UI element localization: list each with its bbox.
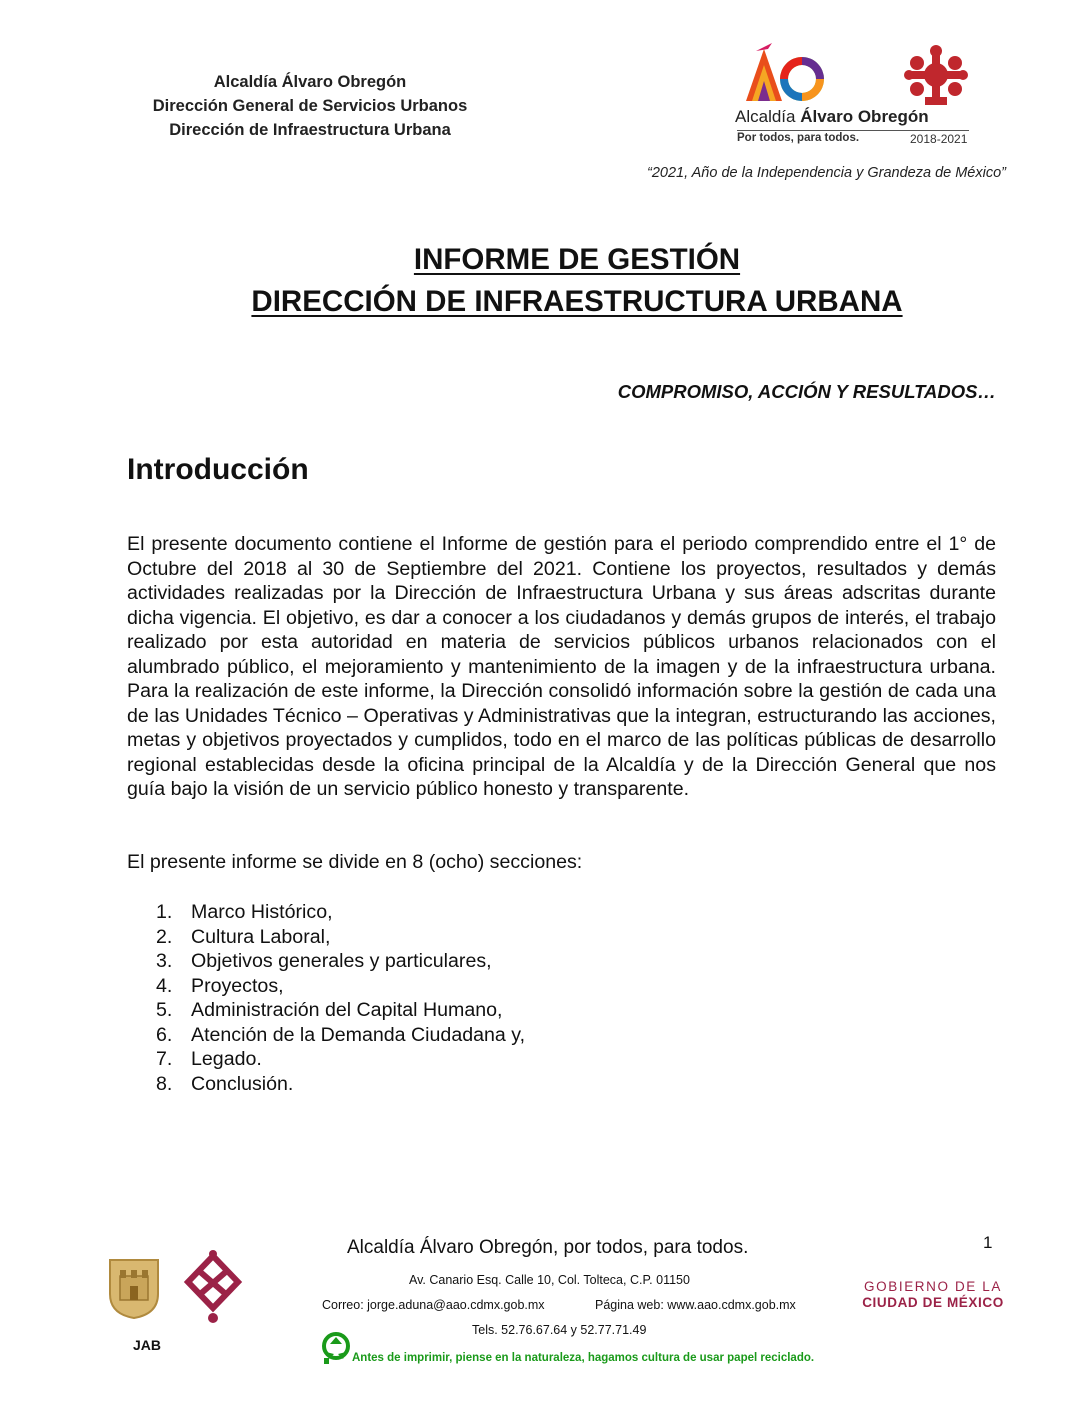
header-line-2: Dirección General de Servicios Urbanos	[152, 97, 468, 115]
year-motto: “2021, Año de la Independencia y Grandeza de México”	[647, 165, 1006, 181]
list-item-text: Atención de la Demanda Ciudadana y,	[191, 1023, 526, 1046]
alcaldia-logo	[733, 43, 973, 153]
list-item-number: 6.	[156, 1023, 173, 1046]
header-institution	[100, 70, 520, 142]
list-item-text: Marco Histórico,	[191, 901, 333, 923]
section-heading: Introducción	[127, 453, 309, 486]
footer-phones: Tels. 52.76.67.64 y 52.77.71.49	[472, 1323, 647, 1337]
list-item-number: 3.	[156, 950, 173, 972]
list-item-number: 7.	[156, 1048, 173, 1070]
list-item	[156, 998, 525, 1023]
list-item-text: Legado.	[191, 1048, 262, 1070]
list-item	[156, 900, 525, 925]
intro-paragraph: El presente documento contiene el Informe de gestión para el periodo comprendido entre el 1° de Octubre del 2018 al 30 de Septiembre del 2021. Contiene los proyectos, resultados y demás actividades realizadas por la Dirección de Infraestructura Urbana y sus áreas adscritas durante dicha vigencia. El objetivo, es dar a conocer a los ciudadanos y demás grupos de interés, el trabajo realizado por esta autoridad en materia de servicios públicos urbanos relacionados con el alumbrado público, el mejoramiento y mantenimiento de la imagen y de la infraestructura urbana. Para la realización de este informe, la Dirección consolidó información sobre la gestión de cada una de las Unidades Técnico – Operativas y Administrativas que la integran, estructurando las acciones, metas y objetivos proyectados y cumplidos, todo en el marco de las políticas públicas de desarrollo regional establecidas desde la oficina principal de la Alcaldía y de la Dirección General que nos guía bajo la visión de un servicio público honesto y transparente.	[127, 533, 996, 800]
logo-slogan: Por todos, para todos.	[737, 132, 860, 144]
document-title-line-2: DIRECCIÓN DE INFRAESTRUCTURA URBANA	[251, 285, 903, 318]
logo-divider	[737, 130, 969, 131]
recycle-note: Antes de imprimir, piense en la naturaleza, hagamos cultura de usar papel reciclado.	[352, 1352, 815, 1364]
list-item-number: 5.	[156, 999, 173, 1021]
list-item	[156, 925, 525, 950]
list-item-number: 4.	[156, 974, 173, 997]
logo-name-regular: Alcaldía	[735, 107, 801, 126]
list-item-text: Administración del Capital Humano,	[191, 999, 503, 1021]
page-number: 1	[983, 1233, 993, 1252]
list-item	[156, 974, 525, 999]
list-item-text: Conclusión.	[191, 1072, 294, 1095]
logo-name	[735, 107, 929, 127]
government-logo	[860, 1279, 1006, 1311]
footer-email: Correo: jorge.aduna@aao.cdmx.gob.mx	[322, 1298, 545, 1312]
sections-intro: El presente informe se divide en 8 (ocho) secciones:	[127, 851, 583, 873]
initials: JAB	[133, 1337, 162, 1353]
list-item	[156, 1047, 525, 1072]
header-line-3: Dirección de Infraestructura Urbana	[169, 121, 451, 139]
list-item-text: Cultura Laboral,	[191, 925, 331, 948]
recycle-icon	[320, 1332, 352, 1364]
cdmx-shield-icon	[106, 1256, 162, 1320]
logo-years: 2018-2021	[910, 132, 968, 146]
header-line-1: Alcaldía Álvaro Obregón	[213, 73, 407, 91]
list-item-number: 1.	[156, 901, 173, 923]
government-line-1: GOBIERNO DE LA	[864, 1279, 1002, 1294]
government-line-2: CIUDAD DE MÉXICO	[862, 1295, 1004, 1310]
alcaldia-logo-icon	[738, 43, 828, 105]
coat-of-arms-icon	[903, 43, 969, 109]
footer-slogan: Alcaldía Álvaro Obregón, por todos, para todos.	[347, 1237, 749, 1258]
cdmx-mark-icon	[180, 1248, 246, 1328]
footer-web: Página web: www.aao.cdmx.gob.mx	[595, 1298, 796, 1312]
list-item-text: Proyectos,	[191, 974, 284, 997]
sections-list	[156, 900, 525, 1096]
list-item-number: 8.	[156, 1072, 173, 1095]
logo-name-bold: Álvaro Obregón	[800, 107, 929, 126]
commitment-tagline: COMPROMISO, ACCIÓN Y RESULTADOS…	[617, 381, 996, 402]
list-item-text: Objetivos generales y particulares,	[191, 950, 492, 972]
list-item	[156, 1072, 525, 1097]
document-title-line-1: INFORME DE GESTIÓN	[413, 243, 741, 276]
list-item	[156, 1023, 525, 1048]
footer-address: Av. Canario Esq. Calle 10, Col. Tolteca, C.P. 01150	[409, 1273, 690, 1287]
list-item-number: 2.	[156, 925, 173, 948]
list-item	[156, 949, 525, 974]
